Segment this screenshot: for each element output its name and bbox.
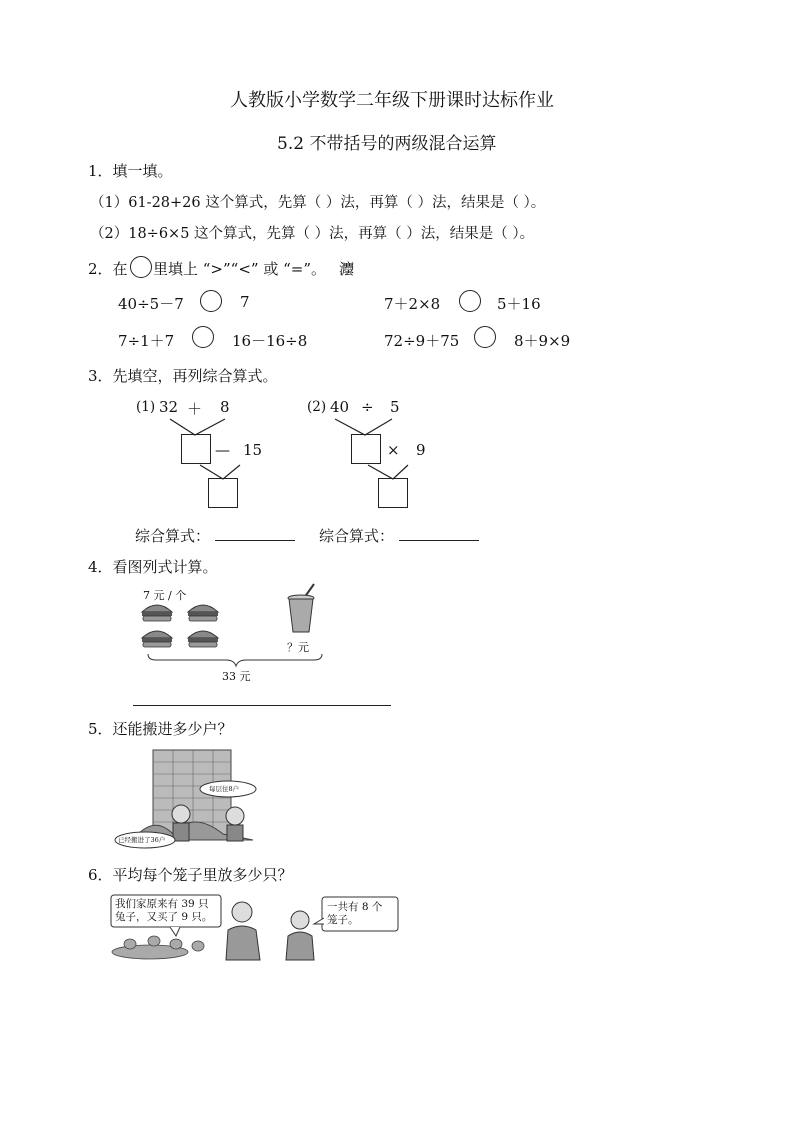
q3-p2-c: 9 — [416, 441, 426, 459]
q2-stray-glyph: 灋 — [339, 260, 355, 278]
q4-cup-label: ？元 — [287, 641, 309, 654]
q3-p2-label: (2) — [307, 399, 327, 415]
q2-r2-right-b: 8＋9×9 — [514, 332, 571, 350]
q4-price-label: 7 元 / 个 — [143, 589, 187, 602]
q3-p2-box2[interactable] — [378, 478, 408, 508]
q3-p1-op1: ＋ — [187, 400, 203, 418]
q2-r1-right-a: 7 — [240, 293, 250, 311]
q2-r2-circle-b[interactable] — [474, 326, 496, 348]
page-subtitle: 5.2 不带括号的两级混合运算 — [277, 134, 497, 154]
q3-p1-box2[interactable] — [208, 478, 238, 508]
hamburger-icon-group — [140, 600, 230, 656]
page-title: 人教版小学数学二年级下册课时达标作业 — [230, 90, 554, 111]
q3-p1-a: 32 — [159, 398, 179, 416]
q2-r1-circle-b[interactable] — [459, 290, 481, 312]
q6-bubble-right-line2: 笼子。 — [327, 914, 359, 926]
q3-p2-box1[interactable] — [351, 434, 381, 464]
q5-bubble-left-text: 已经搬进了36户 — [118, 836, 166, 844]
q2-heading-post: 里填上 “>”“<” 或 “=”。 — [153, 260, 327, 278]
q2-heading-circle — [130, 256, 152, 278]
q3-p1-answer-label: 综合算式： — [135, 527, 211, 545]
q4-total-label: 33 元 — [222, 670, 251, 683]
q1-heading: 1．填一填。 — [88, 162, 173, 180]
q2-r1-left-a: 40÷5－7 — [118, 295, 184, 313]
q3-p1-b: 8 — [220, 398, 230, 416]
q6-heading: 6．平均每个笼子里放多少只？ — [88, 866, 293, 884]
q3-p2-answer-line[interactable] — [399, 540, 479, 541]
q2-r1-right-b: 5＋16 — [497, 295, 541, 313]
q4-total-brace — [146, 652, 326, 668]
q6-bubble-left-line1: 我们家原来有 39 只 — [115, 898, 209, 910]
q5-heading: 5．还能搬进多少户？ — [88, 720, 233, 738]
q3-p2-op1: ÷ — [361, 398, 374, 416]
q3-p1-box1[interactable] — [181, 434, 211, 464]
q3-p1-answer-line[interactable] — [215, 540, 295, 541]
q3-p1-op2: — — [215, 441, 230, 459]
q1-line2: （2）18÷6×5 这个算式，先算（ ）法，再算（ ）法，结果是（ ）。 — [90, 226, 535, 242]
q2-r2-left-b: 72÷9＋75 — [384, 332, 460, 350]
q3-p1-label: (1) — [136, 399, 156, 415]
q4-heading: 4．看图列式计算。 — [88, 558, 218, 576]
q3-heading: 3．先填空，再列综合算式。 — [88, 367, 278, 385]
q3-p2-answer-label: 综合算式： — [319, 527, 395, 545]
q2-r2-right-a: 16－16÷8 — [232, 332, 308, 350]
q2-heading-pre: 2．在 — [88, 260, 128, 278]
q6-bubble-right-text — [327, 901, 382, 927]
q2-r2-circle-a[interactable] — [192, 326, 214, 348]
q3-p1-c: 15 — [243, 441, 263, 459]
q6-bubble-left-line2: 兔子，又买了 9 只。 — [115, 911, 213, 923]
q1-line1: （1）61-28+26 这个算式，先算（ ）法，再算（ ）法，结果是（ ）。 — [90, 195, 546, 211]
q4-answer-line[interactable] — [133, 705, 391, 706]
drink-cup-icon — [284, 582, 324, 638]
q3-p2-b: 5 — [390, 398, 400, 416]
q2-r1-circle-a[interactable] — [200, 290, 222, 312]
q6-bubble-left-text — [115, 898, 212, 924]
q2-r2-left-a: 7÷1＋7 — [118, 332, 175, 350]
q6-bubble-right-line1: 一共有 8 个 — [327, 901, 383, 913]
q3-p2-op2: × — [387, 441, 400, 459]
q3-p2-a: 40 — [330, 398, 350, 416]
q5-bubble-right-text: 每层住8户 — [209, 785, 240, 793]
q2-r1-left-b: 7＋2×8 — [384, 295, 441, 313]
